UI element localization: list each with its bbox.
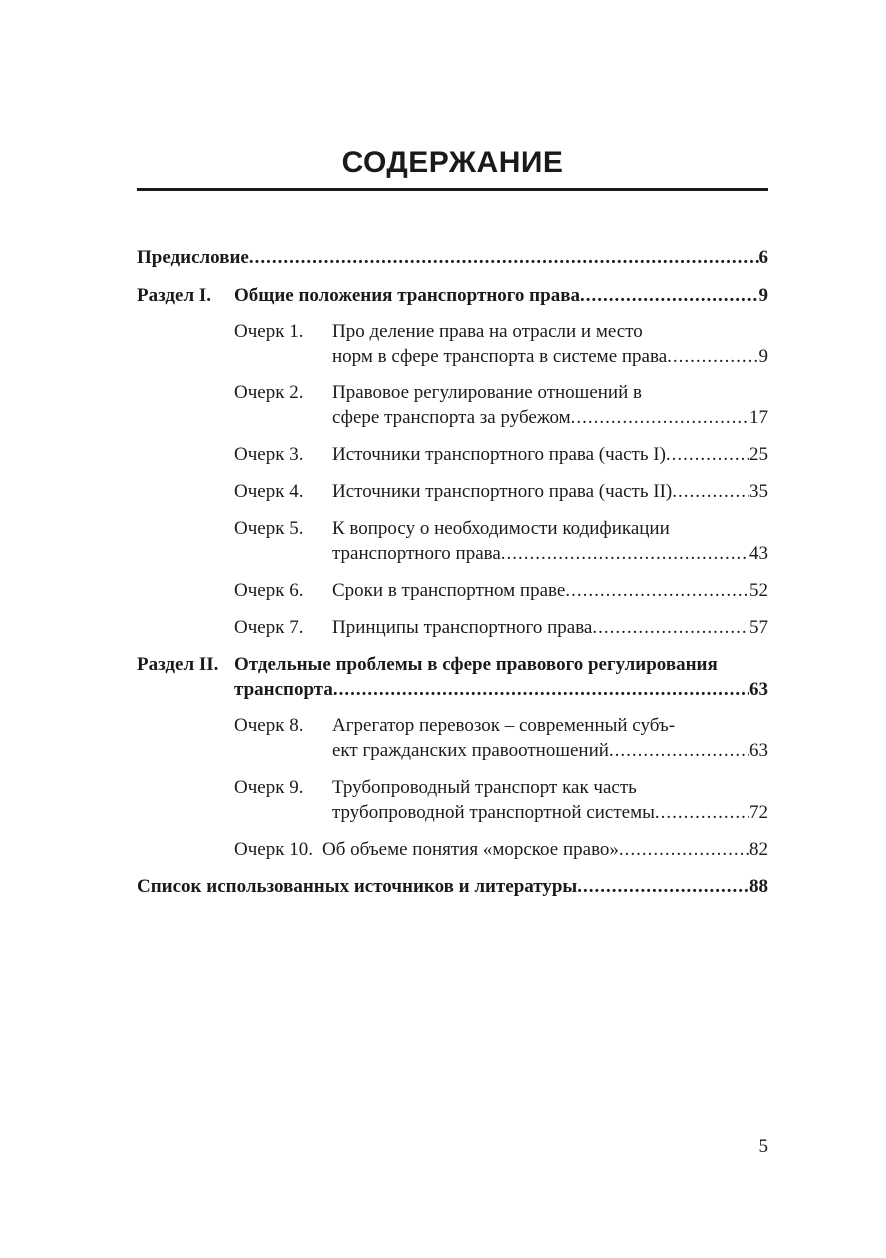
- toc-entry-essay-10: [234, 838, 768, 862]
- toc-leader-dots: [655, 801, 749, 825]
- toc-entry-bibliography: [137, 875, 768, 899]
- toc-page-number: 9: [758, 346, 768, 367]
- toc-essay-label: Очерк 2.: [234, 382, 304, 403]
- toc-leader-dots: [565, 579, 749, 603]
- toc-entry-title: К вопросу о необходимости кодификации: [332, 518, 670, 539]
- toc-entry-essay-3: [234, 443, 768, 467]
- toc-entry-title: Отдельные проблемы в сфере правового регулирования: [234, 654, 718, 675]
- toc-entry-title: Список использованных источников и литературы: [137, 876, 578, 897]
- toc-page-number: 57: [749, 617, 768, 638]
- toc-essay-label: Очерк 7.: [234, 617, 304, 638]
- toc-entry-essay-1: [234, 320, 768, 368]
- toc-entry-title: Об объеме понятия «морское право»: [322, 839, 619, 860]
- toc-page-number: 52: [749, 580, 768, 601]
- toc-leader-dots: [666, 443, 749, 467]
- toc-entry-essay-6: [234, 579, 768, 603]
- toc-leader-dots: [571, 406, 749, 430]
- toc-entry-section-2: [137, 653, 768, 701]
- toc-leader-dots: [249, 246, 759, 270]
- toc-entry-essay-8: [234, 714, 768, 762]
- toc-essay-label: Очерк 8.: [234, 715, 304, 736]
- toc-entry-essay-5: [234, 517, 768, 565]
- toc-entry-title: Источники транспортного права (часть II): [332, 481, 673, 502]
- toc-page-number: 17: [749, 407, 768, 428]
- toc-entry-title-cont: трубопроводной транспортной системы: [332, 802, 655, 823]
- toc-entry-essay-9: [234, 776, 768, 824]
- toc-page-number: 9: [758, 285, 768, 306]
- toc-entry-title: Трубопроводный транспорт как часть: [332, 777, 637, 798]
- page-number: 5: [758, 1136, 768, 1157]
- toc-entry-title: Агрегатор перевозок – современный субъ-: [332, 715, 676, 736]
- toc-entry-title-cont: транспорта: [234, 679, 333, 700]
- toc-page-number: 6: [758, 247, 768, 268]
- toc-essay-label: Очерк 6.: [234, 580, 304, 601]
- toc-entry-title: Сроки в транспортном праве: [332, 580, 566, 601]
- toc-page-number: 88: [749, 876, 768, 897]
- toc-entry-title: Общие положения транспортного права: [234, 285, 580, 306]
- toc-essay-label: Очерк 5.: [234, 518, 304, 539]
- toc-page-number: 35: [749, 481, 768, 502]
- toc-page-number: 72: [749, 802, 768, 823]
- toc-essay-label: Очерк 3.: [234, 444, 304, 465]
- toc-page-number: 82: [749, 839, 768, 860]
- toc-entry-essay-7: [234, 616, 768, 640]
- toc-entry-section-1: [137, 284, 768, 308]
- toc-entry-essay-2: [234, 381, 768, 429]
- toc-page-number: 43: [749, 543, 768, 564]
- toc-page-number: 63: [749, 740, 768, 761]
- toc-entry-title-cont: транспортного права: [332, 543, 501, 564]
- toc-leader-dots: [619, 838, 749, 862]
- toc-leader-dots: [333, 678, 749, 702]
- toc-entry-title-cont: ект гражданских правоотношений: [332, 740, 609, 761]
- toc-entry-title: Правовое регулирование отношений в: [332, 382, 642, 403]
- toc-essay-label: Очерк 10.: [234, 839, 313, 860]
- toc-entry-title: Источники транспортного права (часть I): [332, 444, 666, 465]
- toc-entry-title: Принципы транспортного права: [332, 617, 593, 638]
- toc-leader-dots: [609, 739, 749, 763]
- toc-leader-dots: [580, 284, 759, 308]
- toc-entry-essay-4: [234, 480, 768, 504]
- title-underline: [137, 188, 768, 191]
- toc-page-number: 25: [749, 444, 768, 465]
- page-title: СОДЕРЖАНИЕ: [341, 146, 564, 179]
- toc-leader-dots: [577, 875, 749, 899]
- toc-entry-title: Про деление права на отрасли и место: [332, 321, 643, 342]
- toc-essay-label: Очерк 4.: [234, 481, 304, 502]
- toc-essay-label: Очерк 9.: [234, 777, 304, 798]
- toc-section-label: Раздел I.: [137, 285, 211, 306]
- toc-entry-title-cont: сфере транспорта за рубежом: [332, 407, 571, 428]
- toc-leader-dots: [667, 345, 758, 369]
- toc-page-number: 63: [749, 679, 768, 700]
- toc-leader-dots: [672, 480, 749, 504]
- toc-leader-dots: [501, 542, 749, 566]
- toc-entry-preface: [137, 246, 768, 270]
- toc-entry-title: Предисловие: [137, 247, 249, 268]
- toc-section-label: Раздел II.: [137, 654, 219, 675]
- toc-leader-dots: [592, 616, 749, 640]
- toc-essay-label: Очерк 1.: [234, 321, 304, 342]
- toc-entry-title-cont: норм в сфере транспорта в системе права: [332, 346, 668, 367]
